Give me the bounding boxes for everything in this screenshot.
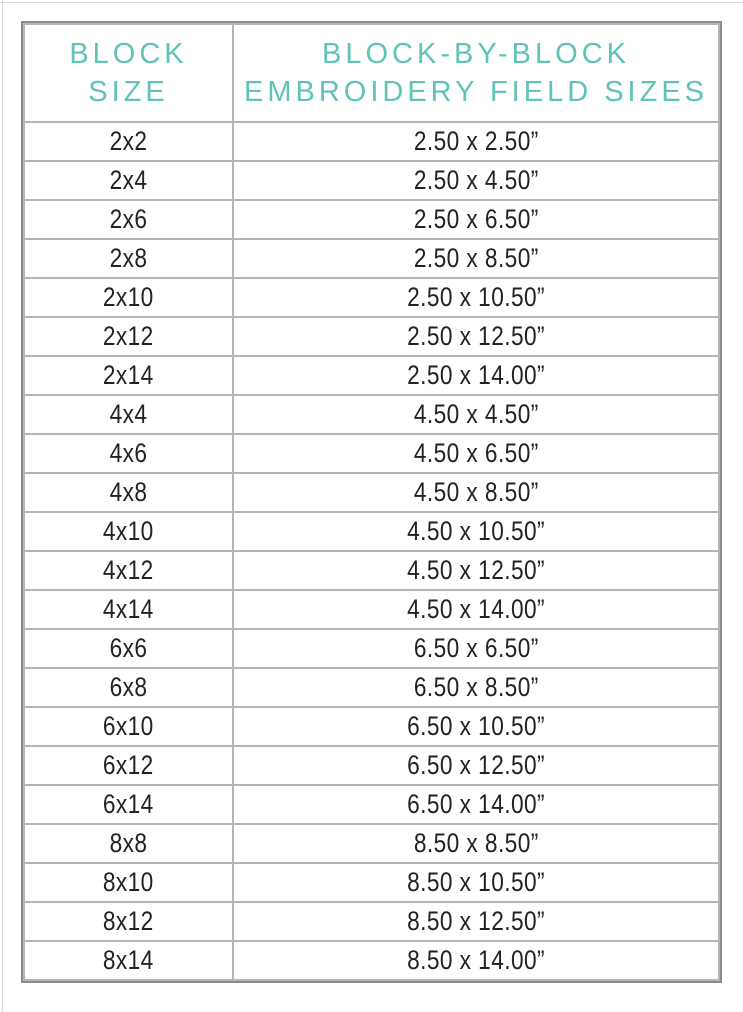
field-size-cell [233,824,719,863]
field-size-cell [233,590,719,629]
block-size-cell [24,551,233,590]
block-size-cell [24,473,233,512]
field-size-cell [233,902,719,941]
column-header-field-sizes [233,24,719,122]
column-header-block-size [24,24,233,122]
table-row [24,629,719,668]
field-size-cell [233,863,719,902]
field-size-cell [233,941,719,980]
field-size-value: 8.50 x 10.50” [407,867,545,897]
field-size-cell [233,551,719,590]
block-size-cell [24,512,233,551]
field-size-cell [233,707,719,746]
block-size-cell [24,239,233,278]
table-row [24,356,719,395]
block-size-value: 6x10 [103,711,154,741]
table-row [24,512,719,551]
table-row [24,551,719,590]
field-size-cell [233,278,719,317]
field-size-value: 8.50 x 8.50” [413,828,539,858]
block-size-value: 2x4 [109,165,148,195]
field-size-value: 4.50 x 8.50” [413,477,539,507]
field-size-cell [233,122,719,161]
field-size-cell [233,434,719,473]
size-table [23,23,720,981]
field-size-value: 6.50 x 10.50” [407,711,545,741]
size-table-frame [21,21,722,983]
table-row [24,824,719,863]
block-size-value: 2x12 [103,321,154,351]
block-size-cell [24,707,233,746]
block-size-cell [24,317,233,356]
block-size-cell [24,200,233,239]
field-size-value: 2.50 x 6.50” [413,204,539,234]
block-size-value: 4x10 [103,516,154,546]
table-row [24,785,719,824]
field-size-value: 8.50 x 14.00” [407,945,545,975]
table-row [24,590,719,629]
field-size-cell [233,785,719,824]
header-field-sizes-line2: EMBROIDERY FIELD SIZES [243,76,709,108]
header-row [24,24,719,122]
table-row [24,278,719,317]
block-size-cell [24,902,233,941]
header-block-size-line1: BLOCK [69,38,188,70]
block-size-cell [24,746,233,785]
field-size-cell [233,239,719,278]
block-size-value: 4x8 [109,477,148,507]
field-size-cell [233,512,719,551]
block-size-value: 2x10 [103,282,154,312]
field-size-value: 4.50 x 6.50” [413,438,539,468]
field-size-value: 2.50 x 4.50” [413,165,539,195]
block-size-cell [24,356,233,395]
block-size-value: 8x8 [109,828,148,858]
field-size-cell [233,746,719,785]
block-size-cell [24,824,233,863]
block-size-value: 4x12 [103,555,154,585]
table-row [24,317,719,356]
block-size-cell [24,629,233,668]
field-size-cell [233,356,719,395]
block-size-value: 4x4 [109,399,148,429]
table-row [24,746,719,785]
header-field-sizes-line1: BLOCK-BY-BLOCK [322,38,630,70]
block-size-cell [24,668,233,707]
field-size-cell [233,473,719,512]
field-size-cell [233,629,719,668]
block-size-value: 2x2 [109,126,148,156]
block-size-value: 2x14 [103,360,154,390]
block-size-cell [24,941,233,980]
block-size-value: 4x14 [103,594,154,624]
field-size-cell [233,668,719,707]
page-edge-line-left [2,0,3,1012]
block-size-value: 6x12 [103,750,154,780]
block-size-cell [24,122,233,161]
block-size-cell [24,395,233,434]
page-edge-line-top [0,2,743,3]
table-row [24,434,719,473]
table-row [24,395,719,434]
table-row [24,941,719,980]
block-size-cell [24,434,233,473]
field-size-value: 2.50 x 2.50” [413,126,539,156]
table-row [24,863,719,902]
field-size-value: 2.50 x 12.50” [407,321,545,351]
table-row [24,902,719,941]
block-size-value: 2x6 [109,204,148,234]
table-row [24,161,719,200]
block-size-cell [24,590,233,629]
block-size-value: 4x6 [109,438,148,468]
field-size-value: 6.50 x 14.00” [407,789,545,819]
field-size-value: 2.50 x 14.00” [407,360,545,390]
table-row [24,668,719,707]
block-size-cell [24,863,233,902]
block-size-value: 6x14 [103,789,154,819]
table-row [24,707,719,746]
field-size-value: 2.50 x 10.50” [407,282,545,312]
field-size-value: 4.50 x 10.50” [407,516,545,546]
field-size-cell [233,200,719,239]
field-size-value: 6.50 x 6.50” [413,633,539,663]
block-size-value: 8x12 [103,906,154,936]
block-size-value: 2x8 [109,243,148,273]
field-size-value: 6.50 x 8.50” [413,672,539,702]
table-row [24,473,719,512]
field-size-cell [233,161,719,200]
table-row [24,239,719,278]
field-size-value: 8.50 x 12.50” [407,906,545,936]
field-size-cell [233,395,719,434]
block-size-cell [24,161,233,200]
header-block-size-line2: SIZE [88,76,169,108]
table-row [24,122,719,161]
table-body [24,122,719,980]
field-size-value: 4.50 x 12.50” [407,555,545,585]
block-size-cell [24,785,233,824]
block-size-value: 8x10 [103,867,154,897]
block-size-value: 8x14 [103,945,154,975]
block-size-value: 6x8 [109,672,148,702]
table-row [24,200,719,239]
block-size-value: 6x6 [109,633,148,663]
field-size-cell [233,317,719,356]
block-size-cell [24,278,233,317]
field-size-value: 4.50 x 4.50” [413,399,539,429]
field-size-value: 2.50 x 8.50” [413,243,539,273]
field-size-value: 4.50 x 14.00” [407,594,545,624]
field-size-value: 6.50 x 12.50” [407,750,545,780]
